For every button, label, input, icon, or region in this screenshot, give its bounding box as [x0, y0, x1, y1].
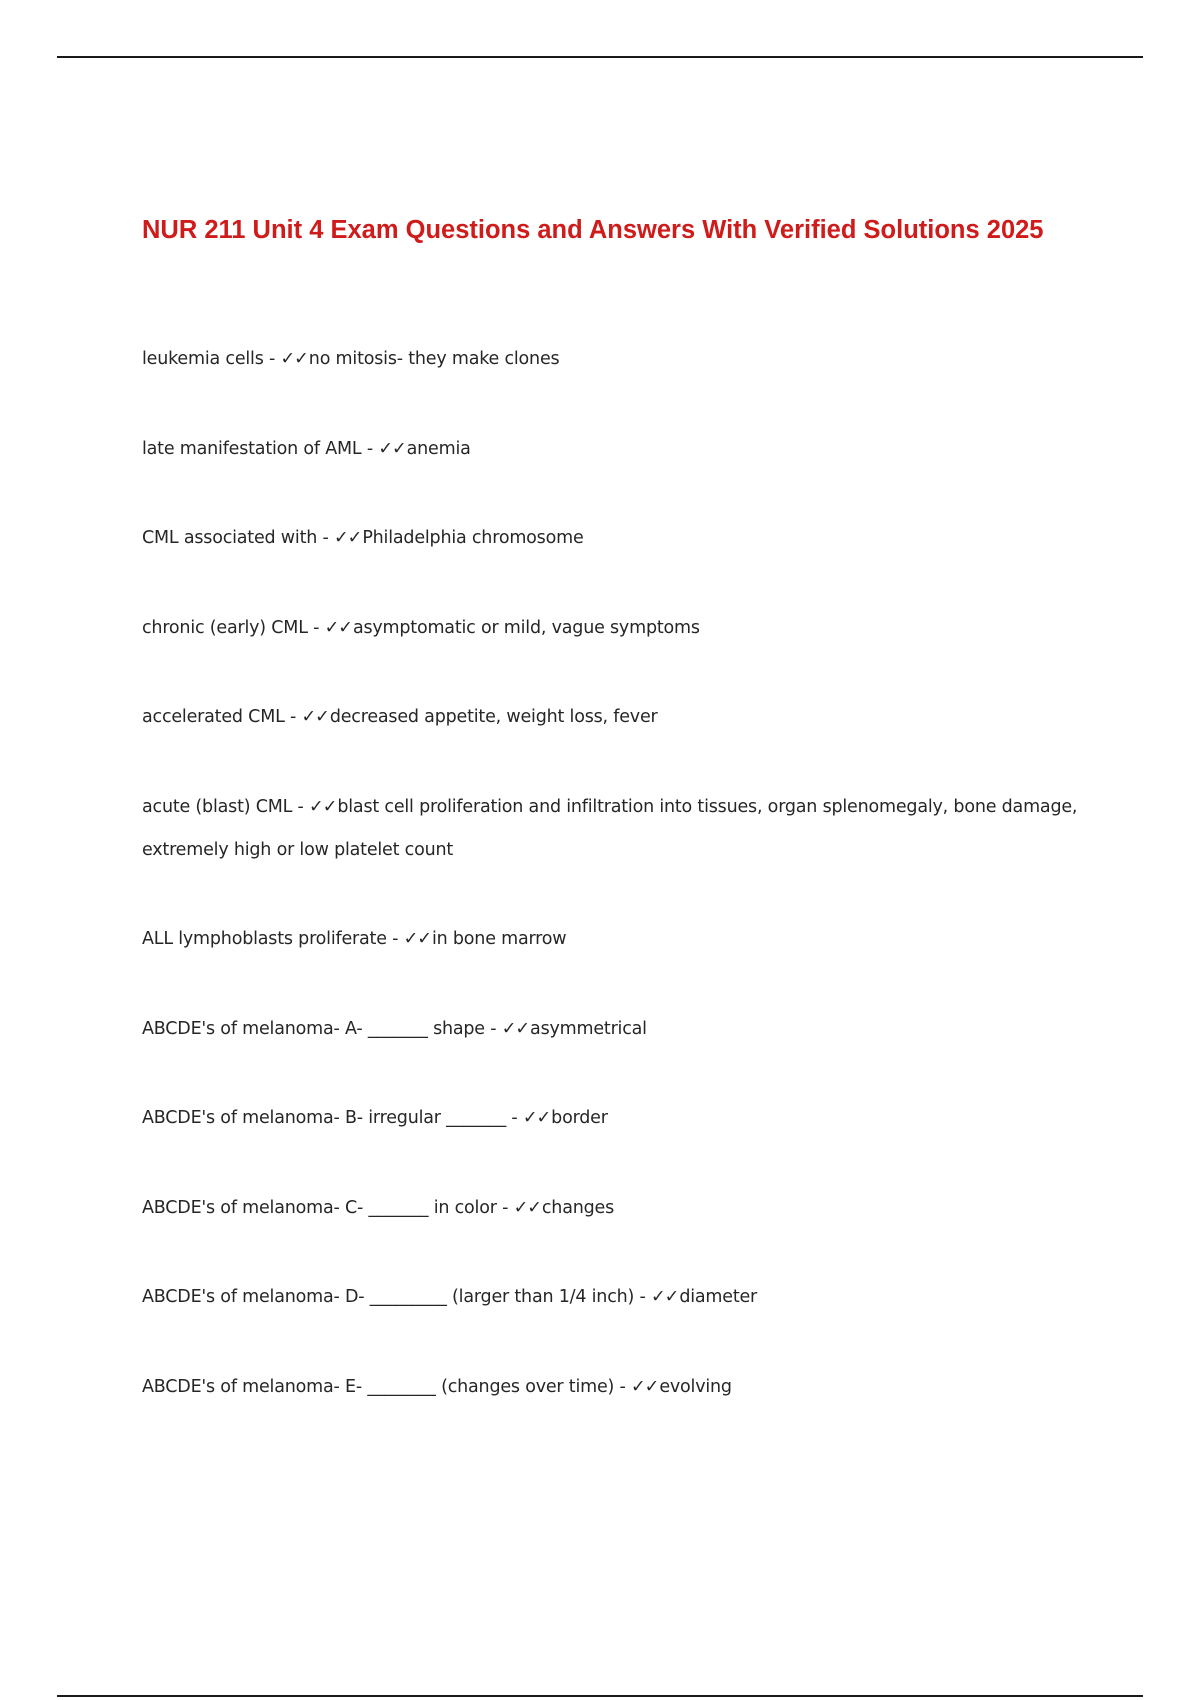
answer-text: asymptomatic or mild, vague symptoms: [352, 617, 700, 638]
answer-text: Philadelphia chromosome: [362, 528, 584, 548]
check-icon: ✓✓: [324, 617, 352, 638]
answer-text: diameter: [679, 1287, 758, 1307]
question-text: accelerated CML: [142, 707, 285, 727]
separator: -: [361, 438, 379, 459]
separator: -: [292, 796, 310, 817]
question-text: chronic (early) CML: [142, 617, 308, 638]
document-title: NUR 211 Unit 4 Exam Questions and Answers With Verified Solutions 2025: [142, 216, 1044, 244]
separator: -: [496, 1197, 514, 1218]
check-icon: ✓✓: [501, 1018, 530, 1039]
qa-item: [142, 607, 1102, 650]
qa-item: [142, 1276, 1102, 1319]
question-text: leukemia cells: [142, 349, 264, 369]
question-text: ABCDE's of melanoma- D- _________ (larger than 1/4 inch): [142, 1287, 635, 1307]
qa-item: [142, 517, 1102, 560]
qa-item: [142, 1187, 1102, 1230]
qa-item: [142, 918, 1102, 961]
answer-text: in bone marrow: [431, 929, 567, 949]
question-text: ABCDE's of melanoma- A- _______ shape: [142, 1018, 485, 1039]
question-text: ALL lymphoblasts proliferate: [142, 929, 387, 949]
answer-text: no mitosis- they make clones: [308, 349, 560, 369]
qa-item: [142, 1366, 1102, 1409]
answer-text: anemia: [406, 438, 471, 459]
separator: -: [634, 1287, 651, 1307]
check-icon: ✓✓: [280, 349, 308, 369]
bottom-rule: [57, 1695, 1143, 1697]
answer-text: decreased appetite, weight loss, fever: [329, 707, 658, 727]
qa-item: [142, 696, 1102, 739]
question-text: late manifestation of AML: [142, 438, 362, 459]
check-icon: ✓✓: [403, 929, 431, 949]
separator: -: [317, 528, 334, 548]
separator: -: [506, 1108, 523, 1128]
answer-text: border: [551, 1108, 608, 1128]
check-icon: ✓✓: [513, 1197, 541, 1218]
qa-item: [142, 428, 1102, 471]
question-text: ABCDE's of melanoma- B- irregular _______: [142, 1108, 506, 1128]
separator: -: [614, 1376, 631, 1397]
qa-item: [142, 1008, 1102, 1051]
qa-item: [142, 786, 1102, 872]
check-icon: ✓✓: [333, 528, 362, 548]
qa-list: [142, 338, 1102, 1409]
top-rule: [57, 56, 1143, 58]
answer-text: asymmetrical: [530, 1018, 647, 1039]
separator: -: [284, 707, 302, 727]
check-icon: ✓✓: [650, 1287, 679, 1307]
question-text: acute (blast) CML: [142, 796, 293, 817]
question-text: ABCDE's of melanoma- C- _______ in color: [142, 1197, 497, 1218]
answer-text: blast cell proliferation and infiltration into tissues, organ splenomegaly, bone damage, extremely high or low platelet count: [142, 796, 1078, 860]
answer-text: evolving: [659, 1376, 732, 1397]
check-icon: ✓✓: [378, 438, 406, 459]
check-icon: ✓✓: [301, 707, 329, 727]
qa-item: [142, 338, 1102, 381]
separator: -: [386, 929, 404, 949]
answer-text: changes: [541, 1197, 615, 1218]
check-icon: ✓✓: [522, 1108, 551, 1128]
check-icon: ✓✓: [309, 796, 337, 817]
question-text: CML associated with: [142, 528, 318, 548]
separator: -: [263, 349, 281, 369]
separator: -: [307, 617, 325, 638]
separator: -: [484, 1018, 502, 1039]
check-icon: ✓✓: [631, 1376, 659, 1397]
qa-item: [142, 1097, 1102, 1140]
question-text: ABCDE's of melanoma- E- ________ (changes over time): [142, 1376, 615, 1397]
